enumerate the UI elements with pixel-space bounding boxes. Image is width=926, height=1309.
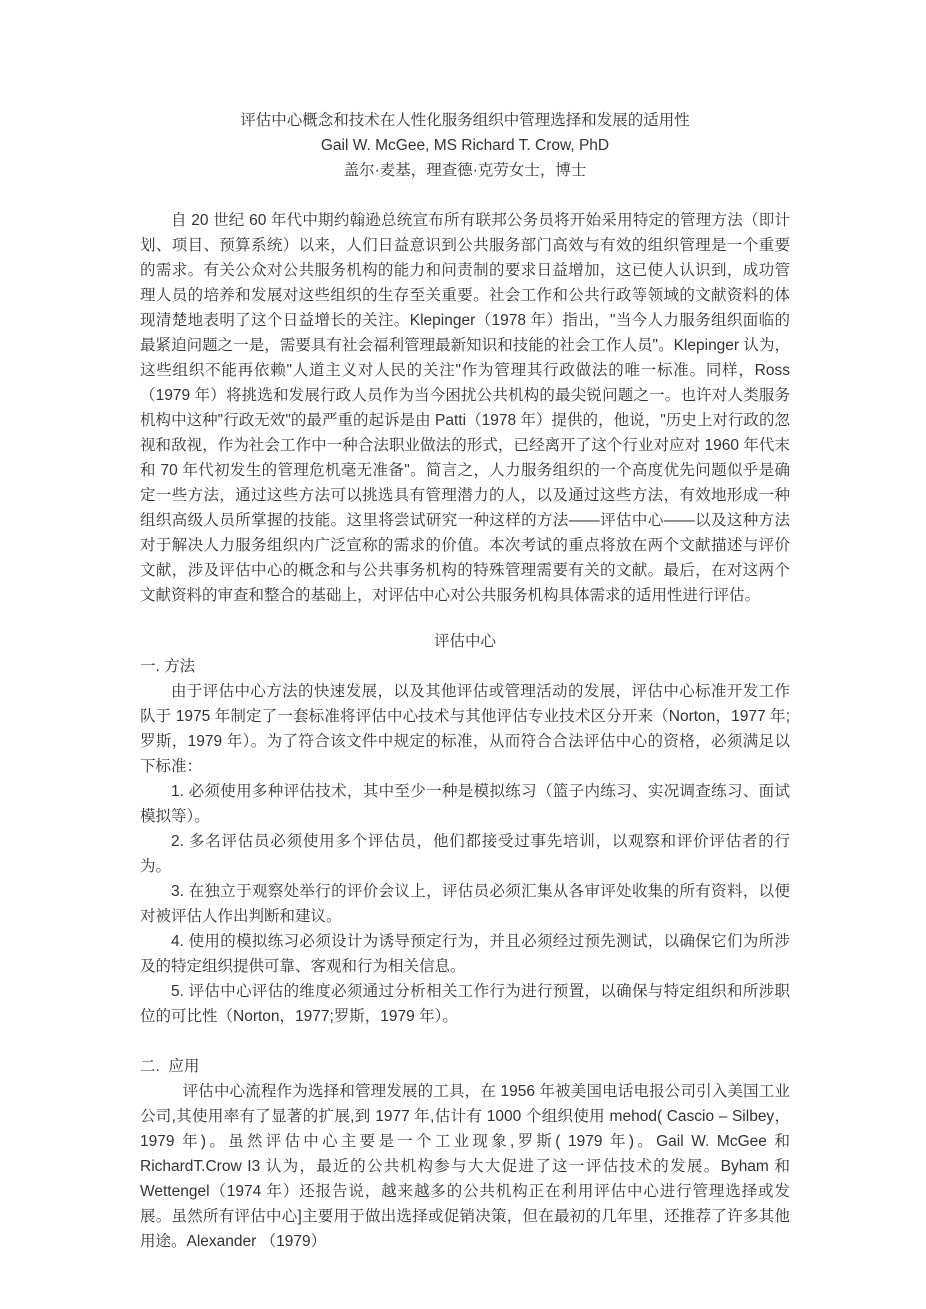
application-paragraph: 评估中心流程作为选择和管理发展的工具，在 1956 年被美国电话电报公司引入美国工业公司,其使用率有了显著的扩展,到 1977 年,估计有 1000 个组织使用 mehod( Cascio – Silbey，1979 年)。虽然评估中心主要是一个工业现象,罗斯( 1979 年)。Gail W. McGee 和 RichardT.Crow I3 认为，最近的公共机构参与大大促进了这一评估技术的发展。Byham 和 Wettengel（1974 年）还报告说，越来越多的公共机构正在利用评估中心进行管理选择或发展。虽然所有评估中心]主要用于做出选择或促销决策，但在最初的几年里，还推荐了许多其他用途。Alexander （1979） — [140, 1083, 790, 1250]
method-paragraph: 由于评估中心方法的快速发展，以及其他评估或管理活动的发展，评估中心标准开发工作队于 1975 年制定了一套标准将评估中心技术与其他评估专业技术区分开来（Norton，1977 年;罗斯，1979 年）。为了符合该文件中规定的标准，从而符合合法评估中心的资格，必须满足以下标准： — [140, 683, 790, 775]
criteria-item-3: 3. 在独立于观察处举行的评价会议上，评估员必须汇集从各审评处收集的所有资料，以便对被评估人作出判断和建议。 — [140, 883, 790, 925]
criteria-item-4: 4. 使用的模拟练习必须设计为诱导预定行为，并且必须经过预先测试，以确保它们为所涉及的特定组织提供可靠、客观和行为相关信息。 — [140, 933, 790, 975]
intro-paragraph: 自 20 世纪 60 年代中期约翰逊总统宣布所有联邦公务员将开始采用特定的管理方法（即计划、项目、预算系统）以来，人们日益意识到公共服务部门高效与有效的组织管理是一个重要的需求。有关公众对公共服务机构的能力和问责制的要求日益增加，这已使人认识到，成功管理人员的培养和发展对这些组织的生存至关重要。社会工作和公共行政等领域的文献资料的体现清楚地表明了这个日益增长的关注。Klepinger（1978 年）指出，"当今人力服务组织面临的最紧迫问题之一是，需要具有社会福利管理最新知识和技能的社会工作人员"。Klepinger 认为，这些组织不能再依赖"人道主义对人民的关注"作为管理其行政做法的唯一标准。同样，Ross（1979 年）将挑选和发展行政人员作为当今困扰公共机构的最尖锐问题之一。也许对人类服务机构中这种"行政无效"的最严重的起诉是由 Patti（1978 年）提供的，他说，"历史上对行政的忽视和敌视，作为社会工作中一种合法职业做法的形式，已经离开了这个行业对应对 1960 年代末和 70 年代初发生的管理危机毫无准备"。简言之，人力服务组织的一个高度优先问题似乎是确定一些方法，通过这些方法可以挑选具有管理潜力的人，以及通过这些方法，有效地形成一种组织高级人员所掌握的技能。这里将尝试研究一种这样的方法——评估中心——以及这种方法对于解决人力服务组织内广泛宣称的需求的价值。本次考试的重点将放在两个文献描述与评价文献，涉及评估中心的概念和与公共事务机构的特殊管理需要有关的文献。最后，在对这两个文献资料的审查和整合的基础上，对评估中心对公共服务机构具体需求的适用性进行评估。 — [140, 212, 790, 604]
authors-chinese: 盖尔·麦基，理查德·克劳女士，博士 — [343, 162, 587, 179]
document-title: 评估中心概念和技术在人性化服务组织中管理选择和发展的适用性 — [240, 112, 690, 129]
criteria-item-1: 1. 必须使用多种评估技术，其中至少一种是模拟练习（篮子内练习、实况调查练习、面试模拟等）。 — [140, 783, 790, 825]
section-heading-assessment-center: 评估中心 — [433, 633, 496, 650]
criteria-item-5: 5. 评估中心评估的维度必须通过分析相关工作行为进行预置，以确保与特定组织和所涉职位的可比性（Norton，1977;罗斯，1979 年）。 — [140, 983, 790, 1025]
authors-english: Gail W. McGee, MS Richard T. Crow, PhD — [320, 137, 610, 154]
criteria-item-2: 2. 多名评估员必须使用多个评估员，他们都接受过事先培训，以观察和评价评估者的行为。 — [140, 833, 790, 875]
application-section-heading: 二. 应用 — [140, 1058, 200, 1075]
method-section-heading: 一. 方法 — [140, 658, 196, 675]
